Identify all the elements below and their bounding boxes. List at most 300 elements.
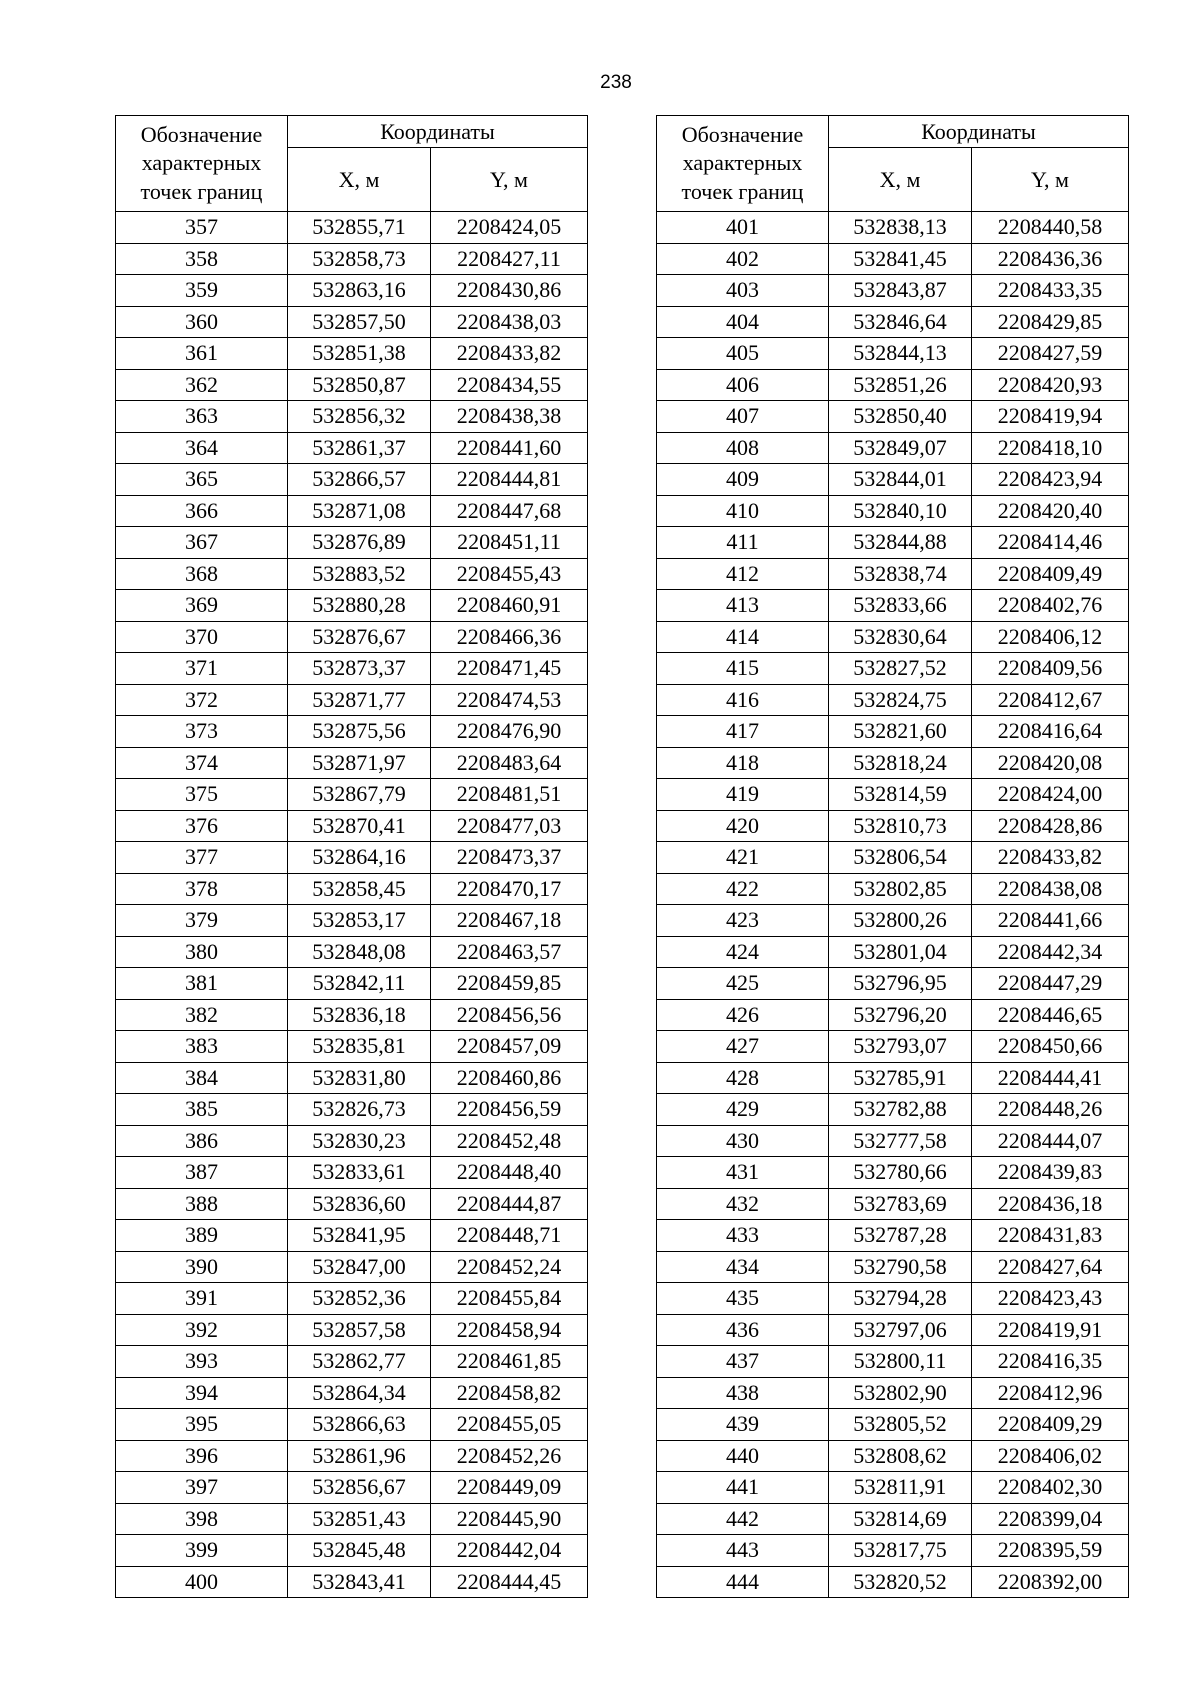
y-coordinate-cell: 2208434,55 <box>431 369 588 401</box>
x-coordinate-cell: 532840,10 <box>829 495 972 527</box>
table-row <box>116 1188 588 1220</box>
y-coordinate-cell: 2208418,10 <box>972 432 1129 464</box>
point-id-cell: 376 <box>116 810 288 842</box>
y-coordinate-cell: 2208409,56 <box>972 653 1129 685</box>
x-coordinate-cell: 532845,48 <box>288 1535 431 1567</box>
point-id-cell: 383 <box>116 1031 288 1063</box>
point-id-cell: 374 <box>116 747 288 779</box>
table-row <box>657 1440 1129 1472</box>
y-coordinate-cell: 2208455,43 <box>431 558 588 590</box>
table-row <box>657 212 1129 244</box>
y-coordinate-cell: 2208455,84 <box>431 1283 588 1315</box>
x-coordinate-cell: 532782,88 <box>829 1094 972 1126</box>
table-row <box>116 306 588 338</box>
y-coordinate-cell: 2208395,59 <box>972 1535 1129 1567</box>
x-coordinate-cell: 532862,77 <box>288 1346 431 1378</box>
x-coordinate-cell: 532796,95 <box>829 968 972 1000</box>
x-coordinate-cell: 532801,04 <box>829 936 972 968</box>
x-coordinate-cell: 532838,13 <box>829 212 972 244</box>
x-coordinate-cell: 532821,60 <box>829 716 972 748</box>
point-id-cell: 357 <box>116 212 288 244</box>
point-id-cell: 380 <box>116 936 288 968</box>
y-coordinate-cell: 2208442,04 <box>431 1535 588 1567</box>
x-coordinate-cell: 532841,45 <box>829 243 972 275</box>
x-coordinate-cell: 532831,80 <box>288 1062 431 1094</box>
x-coordinate-cell: 532800,11 <box>829 1346 972 1378</box>
y-coordinate-cell: 2208459,85 <box>431 968 588 1000</box>
x-coordinate-cell: 532848,08 <box>288 936 431 968</box>
point-id-cell: 393 <box>116 1346 288 1378</box>
point-id-cell: 375 <box>116 779 288 811</box>
y-coordinate-cell: 2208461,85 <box>431 1346 588 1378</box>
y-coordinate-cell: 2208402,30 <box>972 1472 1129 1504</box>
table-row <box>116 1472 588 1504</box>
x-coordinate-cell: 532852,36 <box>288 1283 431 1315</box>
table-row <box>657 1377 1129 1409</box>
table-row <box>116 558 588 590</box>
point-id-cell: 385 <box>116 1094 288 1126</box>
point-id-cell: 366 <box>116 495 288 527</box>
table-row <box>657 1188 1129 1220</box>
point-id-cell: 442 <box>657 1503 829 1535</box>
table-row <box>657 369 1129 401</box>
y-coordinate-cell: 2208448,40 <box>431 1157 588 1189</box>
x-coordinate-cell: 532844,88 <box>829 527 972 559</box>
y-coordinate-cell: 2208455,05 <box>431 1409 588 1441</box>
x-coordinate-cell: 532814,59 <box>829 779 972 811</box>
x-coordinate-cell: 532867,79 <box>288 779 431 811</box>
point-id-cell: 404 <box>657 306 829 338</box>
y-coordinate-cell: 2208436,18 <box>972 1188 1129 1220</box>
table-row <box>116 936 588 968</box>
table-row <box>657 495 1129 527</box>
point-id-cell: 413 <box>657 590 829 622</box>
table-row <box>657 999 1129 1031</box>
y-coordinate-cell: 2208402,76 <box>972 590 1129 622</box>
point-id-cell: 417 <box>657 716 829 748</box>
y-coordinate-cell: 2208409,49 <box>972 558 1129 590</box>
y-coordinate-cell: 2208431,83 <box>972 1220 1129 1252</box>
table-row <box>116 1377 588 1409</box>
table-row <box>116 527 588 559</box>
x-coordinate-cell: 532808,62 <box>829 1440 972 1472</box>
header-points-line2: характерных <box>682 150 803 176</box>
y-coordinate-cell: 2208429,85 <box>972 306 1129 338</box>
table-row <box>657 1283 1129 1315</box>
x-coordinate-cell: 532844,13 <box>829 338 972 370</box>
x-coordinate-cell: 532861,96 <box>288 1440 431 1472</box>
point-id-cell: 378 <box>116 873 288 905</box>
table-row <box>116 842 588 874</box>
x-coordinate-cell: 532787,28 <box>829 1220 972 1252</box>
point-id-cell: 403 <box>657 275 829 307</box>
y-coordinate-cell: 2208433,35 <box>972 275 1129 307</box>
point-id-cell: 436 <box>657 1314 829 1346</box>
table-row <box>657 1409 1129 1441</box>
point-id-cell: 443 <box>657 1535 829 1567</box>
point-id-cell: 362 <box>116 369 288 401</box>
y-coordinate-cell: 2208452,24 <box>431 1251 588 1283</box>
point-id-cell: 434 <box>657 1251 829 1283</box>
x-coordinate-cell: 532796,20 <box>829 999 972 1031</box>
point-id-cell: 402 <box>657 243 829 275</box>
point-id-cell: 423 <box>657 905 829 937</box>
x-coordinate-cell: 532856,32 <box>288 401 431 433</box>
y-coordinate-cell: 2208442,34 <box>972 936 1129 968</box>
header-points <box>116 116 288 212</box>
x-coordinate-cell: 532802,85 <box>829 873 972 905</box>
x-coordinate-cell: 532805,52 <box>829 1409 972 1441</box>
point-id-cell: 405 <box>657 338 829 370</box>
y-coordinate-cell: 2208438,08 <box>972 873 1129 905</box>
point-id-cell: 408 <box>657 432 829 464</box>
point-id-cell: 418 <box>657 747 829 779</box>
table-row <box>657 243 1129 275</box>
y-coordinate-cell: 2208449,09 <box>431 1472 588 1504</box>
table-row <box>657 432 1129 464</box>
y-coordinate-cell: 2208438,38 <box>431 401 588 433</box>
x-coordinate-cell: 532871,08 <box>288 495 431 527</box>
y-coordinate-cell: 2208471,45 <box>431 653 588 685</box>
y-coordinate-cell: 2208444,41 <box>972 1062 1129 1094</box>
x-coordinate-cell: 532855,71 <box>288 212 431 244</box>
table-row <box>657 684 1129 716</box>
table-row <box>657 590 1129 622</box>
x-coordinate-cell: 532871,77 <box>288 684 431 716</box>
table-row <box>657 716 1129 748</box>
y-coordinate-cell: 2208446,65 <box>972 999 1129 1031</box>
x-coordinate-cell: 532836,18 <box>288 999 431 1031</box>
table-row <box>116 1062 588 1094</box>
x-coordinate-cell: 532833,66 <box>829 590 972 622</box>
table-row <box>116 1440 588 1472</box>
point-id-cell: 372 <box>116 684 288 716</box>
table-row <box>116 716 588 748</box>
table-row <box>657 275 1129 307</box>
point-id-cell: 420 <box>657 810 829 842</box>
table-row <box>657 1094 1129 1126</box>
coordinates-table-left <box>115 115 588 1598</box>
table-row <box>657 1062 1129 1094</box>
table-row <box>116 905 588 937</box>
table-row <box>657 1125 1129 1157</box>
table-row <box>116 1314 588 1346</box>
point-id-cell: 414 <box>657 621 829 653</box>
table-row <box>116 873 588 905</box>
point-id-cell: 379 <box>116 905 288 937</box>
point-id-cell: 437 <box>657 1346 829 1378</box>
point-id-cell: 373 <box>116 716 288 748</box>
x-coordinate-cell: 532830,64 <box>829 621 972 653</box>
x-coordinate-cell: 532833,61 <box>288 1157 431 1189</box>
x-coordinate-cell: 532873,37 <box>288 653 431 685</box>
table-row <box>657 873 1129 905</box>
point-id-cell: 440 <box>657 1440 829 1472</box>
point-id-cell: 359 <box>116 275 288 307</box>
table-row <box>116 243 588 275</box>
point-id-cell: 428 <box>657 1062 829 1094</box>
header-points <box>657 116 829 212</box>
table-row <box>116 1094 588 1126</box>
table-row <box>116 1346 588 1378</box>
table-row <box>116 1220 588 1252</box>
x-coordinate-cell: 532780,66 <box>829 1157 972 1189</box>
x-coordinate-cell: 532838,74 <box>829 558 972 590</box>
point-id-cell: 415 <box>657 653 829 685</box>
point-id-cell: 419 <box>657 779 829 811</box>
y-coordinate-cell: 2208419,94 <box>972 401 1129 433</box>
point-id-cell: 387 <box>116 1157 288 1189</box>
table-row <box>657 621 1129 653</box>
coordinates-table-right <box>656 115 1129 1598</box>
table-row <box>116 653 588 685</box>
point-id-cell: 392 <box>116 1314 288 1346</box>
table-row <box>657 936 1129 968</box>
y-coordinate-cell: 2208436,36 <box>972 243 1129 275</box>
y-coordinate-cell: 2208457,09 <box>431 1031 588 1063</box>
point-id-cell: 441 <box>657 1472 829 1504</box>
point-id-cell: 432 <box>657 1188 829 1220</box>
point-id-cell: 430 <box>657 1125 829 1157</box>
x-coordinate-cell: 532794,28 <box>829 1283 972 1315</box>
y-coordinate-cell: 2208444,07 <box>972 1125 1129 1157</box>
point-id-cell: 398 <box>116 1503 288 1535</box>
table-row <box>657 653 1129 685</box>
x-coordinate-cell: 532875,56 <box>288 716 431 748</box>
y-coordinate-cell: 2208420,93 <box>972 369 1129 401</box>
x-coordinate-cell: 532849,07 <box>829 432 972 464</box>
table-row <box>116 1535 588 1567</box>
table-row <box>657 905 1129 937</box>
y-coordinate-cell: 2208476,90 <box>431 716 588 748</box>
table-row <box>116 621 588 653</box>
x-coordinate-cell: 532857,50 <box>288 306 431 338</box>
x-coordinate-cell: 532864,16 <box>288 842 431 874</box>
point-id-cell: 433 <box>657 1220 829 1252</box>
point-id-cell: 384 <box>116 1062 288 1094</box>
header-points-line1: Обозначение <box>681 121 804 147</box>
point-id-cell: 397 <box>116 1472 288 1504</box>
x-coordinate-cell: 532793,07 <box>829 1031 972 1063</box>
point-id-cell: 395 <box>116 1409 288 1441</box>
table-row <box>657 527 1129 559</box>
point-id-cell: 381 <box>116 968 288 1000</box>
table-row <box>657 1346 1129 1378</box>
table-row <box>116 590 588 622</box>
y-coordinate-cell: 2208452,48 <box>431 1125 588 1157</box>
table-row <box>657 1566 1129 1598</box>
point-id-cell: 388 <box>116 1188 288 1220</box>
x-coordinate-cell: 532883,52 <box>288 558 431 590</box>
point-id-cell: 424 <box>657 936 829 968</box>
table-body-right <box>657 212 1129 1598</box>
x-coordinate-cell: 532858,73 <box>288 243 431 275</box>
point-id-cell: 431 <box>657 1157 829 1189</box>
table-row <box>116 810 588 842</box>
y-coordinate-cell: 2208427,64 <box>972 1251 1129 1283</box>
x-coordinate-cell: 532851,38 <box>288 338 431 370</box>
y-coordinate-cell: 2208452,26 <box>431 1440 588 1472</box>
x-coordinate-cell: 532861,37 <box>288 432 431 464</box>
table-row <box>116 495 588 527</box>
point-id-cell: 427 <box>657 1031 829 1063</box>
y-coordinate-cell: 2208420,40 <box>972 495 1129 527</box>
table-row <box>657 464 1129 496</box>
table-row <box>116 401 588 433</box>
y-coordinate-cell: 2208423,94 <box>972 464 1129 496</box>
point-id-cell: 421 <box>657 842 829 874</box>
page-number: 238 <box>600 72 632 93</box>
table-row <box>116 464 588 496</box>
x-coordinate-cell: 532790,58 <box>829 1251 972 1283</box>
point-id-cell: 444 <box>657 1566 829 1598</box>
point-id-cell: 425 <box>657 968 829 1000</box>
x-coordinate-cell: 532797,06 <box>829 1314 972 1346</box>
y-coordinate-cell: 2208424,05 <box>431 212 588 244</box>
table-row <box>116 968 588 1000</box>
point-id-cell: 410 <box>657 495 829 527</box>
y-coordinate-cell: 2208433,82 <box>972 842 1129 874</box>
x-coordinate-cell: 532830,23 <box>288 1125 431 1157</box>
y-coordinate-cell: 2208470,17 <box>431 873 588 905</box>
table-row <box>116 1566 588 1598</box>
x-coordinate-cell: 532847,00 <box>288 1251 431 1283</box>
y-coordinate-cell: 2208447,68 <box>431 495 588 527</box>
point-id-cell: 364 <box>116 432 288 464</box>
table-body-left <box>116 212 588 1598</box>
y-coordinate-cell: 2208460,91 <box>431 590 588 622</box>
point-id-cell: 396 <box>116 1440 288 1472</box>
point-id-cell: 382 <box>116 999 288 1031</box>
x-coordinate-cell: 532785,91 <box>829 1062 972 1094</box>
header-x: X, м <box>288 148 431 212</box>
table-row <box>657 968 1129 1000</box>
y-coordinate-cell: 2208412,67 <box>972 684 1129 716</box>
table-row <box>116 1157 588 1189</box>
table-row <box>116 1251 588 1283</box>
x-coordinate-cell: 532810,73 <box>829 810 972 842</box>
x-coordinate-cell: 532806,54 <box>829 842 972 874</box>
y-coordinate-cell: 2208427,11 <box>431 243 588 275</box>
x-coordinate-cell: 532841,95 <box>288 1220 431 1252</box>
x-coordinate-cell: 532850,87 <box>288 369 431 401</box>
point-id-cell: 407 <box>657 401 829 433</box>
header-points-line3: точек границ <box>681 178 804 204</box>
y-coordinate-cell: 2208392,00 <box>972 1566 1129 1598</box>
y-coordinate-cell: 2208444,87 <box>431 1188 588 1220</box>
y-coordinate-cell: 2208456,59 <box>431 1094 588 1126</box>
x-coordinate-cell: 532818,24 <box>829 747 972 779</box>
x-coordinate-cell: 532827,52 <box>829 653 972 685</box>
x-coordinate-cell: 532850,40 <box>829 401 972 433</box>
table-row <box>116 999 588 1031</box>
y-coordinate-cell: 2208444,45 <box>431 1566 588 1598</box>
table-row <box>116 1125 588 1157</box>
table-row <box>657 401 1129 433</box>
y-coordinate-cell: 2208416,35 <box>972 1346 1129 1378</box>
y-coordinate-cell: 2208445,90 <box>431 1503 588 1535</box>
point-id-cell: 386 <box>116 1125 288 1157</box>
table-row <box>657 747 1129 779</box>
x-coordinate-cell: 532802,90 <box>829 1377 972 1409</box>
table-row <box>116 684 588 716</box>
x-coordinate-cell: 532880,28 <box>288 590 431 622</box>
header-points-line1: Обозначение <box>140 121 263 147</box>
point-id-cell: 391 <box>116 1283 288 1315</box>
y-coordinate-cell: 2208433,82 <box>431 338 588 370</box>
y-coordinate-cell: 2208423,43 <box>972 1283 1129 1315</box>
point-id-cell: 426 <box>657 999 829 1031</box>
y-coordinate-cell: 2208441,66 <box>972 905 1129 937</box>
y-coordinate-cell: 2208416,64 <box>972 716 1129 748</box>
table-row <box>116 432 588 464</box>
x-coordinate-cell: 532866,57 <box>288 464 431 496</box>
y-coordinate-cell: 2208430,86 <box>431 275 588 307</box>
y-coordinate-cell: 2208477,03 <box>431 810 588 842</box>
x-coordinate-cell: 532866,63 <box>288 1409 431 1441</box>
x-coordinate-cell: 532876,67 <box>288 621 431 653</box>
x-coordinate-cell: 532843,41 <box>288 1566 431 1598</box>
point-id-cell: 406 <box>657 369 829 401</box>
x-coordinate-cell: 532851,43 <box>288 1503 431 1535</box>
y-coordinate-cell: 2208439,83 <box>972 1157 1129 1189</box>
y-coordinate-cell: 2208399,04 <box>972 1503 1129 1535</box>
point-id-cell: 389 <box>116 1220 288 1252</box>
y-coordinate-cell: 2208463,57 <box>431 936 588 968</box>
table-row <box>116 275 588 307</box>
x-coordinate-cell: 532858,45 <box>288 873 431 905</box>
x-coordinate-cell: 532842,11 <box>288 968 431 1000</box>
x-coordinate-cell: 532777,58 <box>829 1125 972 1157</box>
y-coordinate-cell: 2208424,00 <box>972 779 1129 811</box>
y-coordinate-cell: 2208451,11 <box>431 527 588 559</box>
header-points-line3: точек границ <box>140 178 263 204</box>
table-row <box>116 338 588 370</box>
x-coordinate-cell: 532870,41 <box>288 810 431 842</box>
x-coordinate-cell: 532864,34 <box>288 1377 431 1409</box>
point-id-cell: 429 <box>657 1094 829 1126</box>
x-coordinate-cell: 532856,67 <box>288 1472 431 1504</box>
header-coordinates: Координаты <box>829 116 1129 148</box>
y-coordinate-cell: 2208481,51 <box>431 779 588 811</box>
table-row <box>116 212 588 244</box>
point-id-cell: 370 <box>116 621 288 653</box>
y-coordinate-cell: 2208427,59 <box>972 338 1129 370</box>
header-x: X, м <box>829 148 972 212</box>
x-coordinate-cell: 532876,89 <box>288 527 431 559</box>
table-row <box>116 1283 588 1315</box>
header-coordinates: Координаты <box>288 116 588 148</box>
point-id-cell: 435 <box>657 1283 829 1315</box>
point-id-cell: 361 <box>116 338 288 370</box>
point-id-cell: 439 <box>657 1409 829 1441</box>
x-coordinate-cell: 532836,60 <box>288 1188 431 1220</box>
table-row <box>116 779 588 811</box>
table-row <box>657 1031 1129 1063</box>
y-coordinate-cell: 2208438,03 <box>431 306 588 338</box>
table-row <box>116 1503 588 1535</box>
point-id-cell: 368 <box>116 558 288 590</box>
table-row <box>116 1031 588 1063</box>
y-coordinate-cell: 2208419,91 <box>972 1314 1129 1346</box>
y-coordinate-cell: 2208428,86 <box>972 810 1129 842</box>
y-coordinate-cell: 2208460,86 <box>431 1062 588 1094</box>
header-y: Y, м <box>431 148 588 212</box>
y-coordinate-cell: 2208456,56 <box>431 999 588 1031</box>
y-coordinate-cell: 2208474,53 <box>431 684 588 716</box>
y-coordinate-cell: 2208412,96 <box>972 1377 1129 1409</box>
y-coordinate-cell: 2208406,12 <box>972 621 1129 653</box>
